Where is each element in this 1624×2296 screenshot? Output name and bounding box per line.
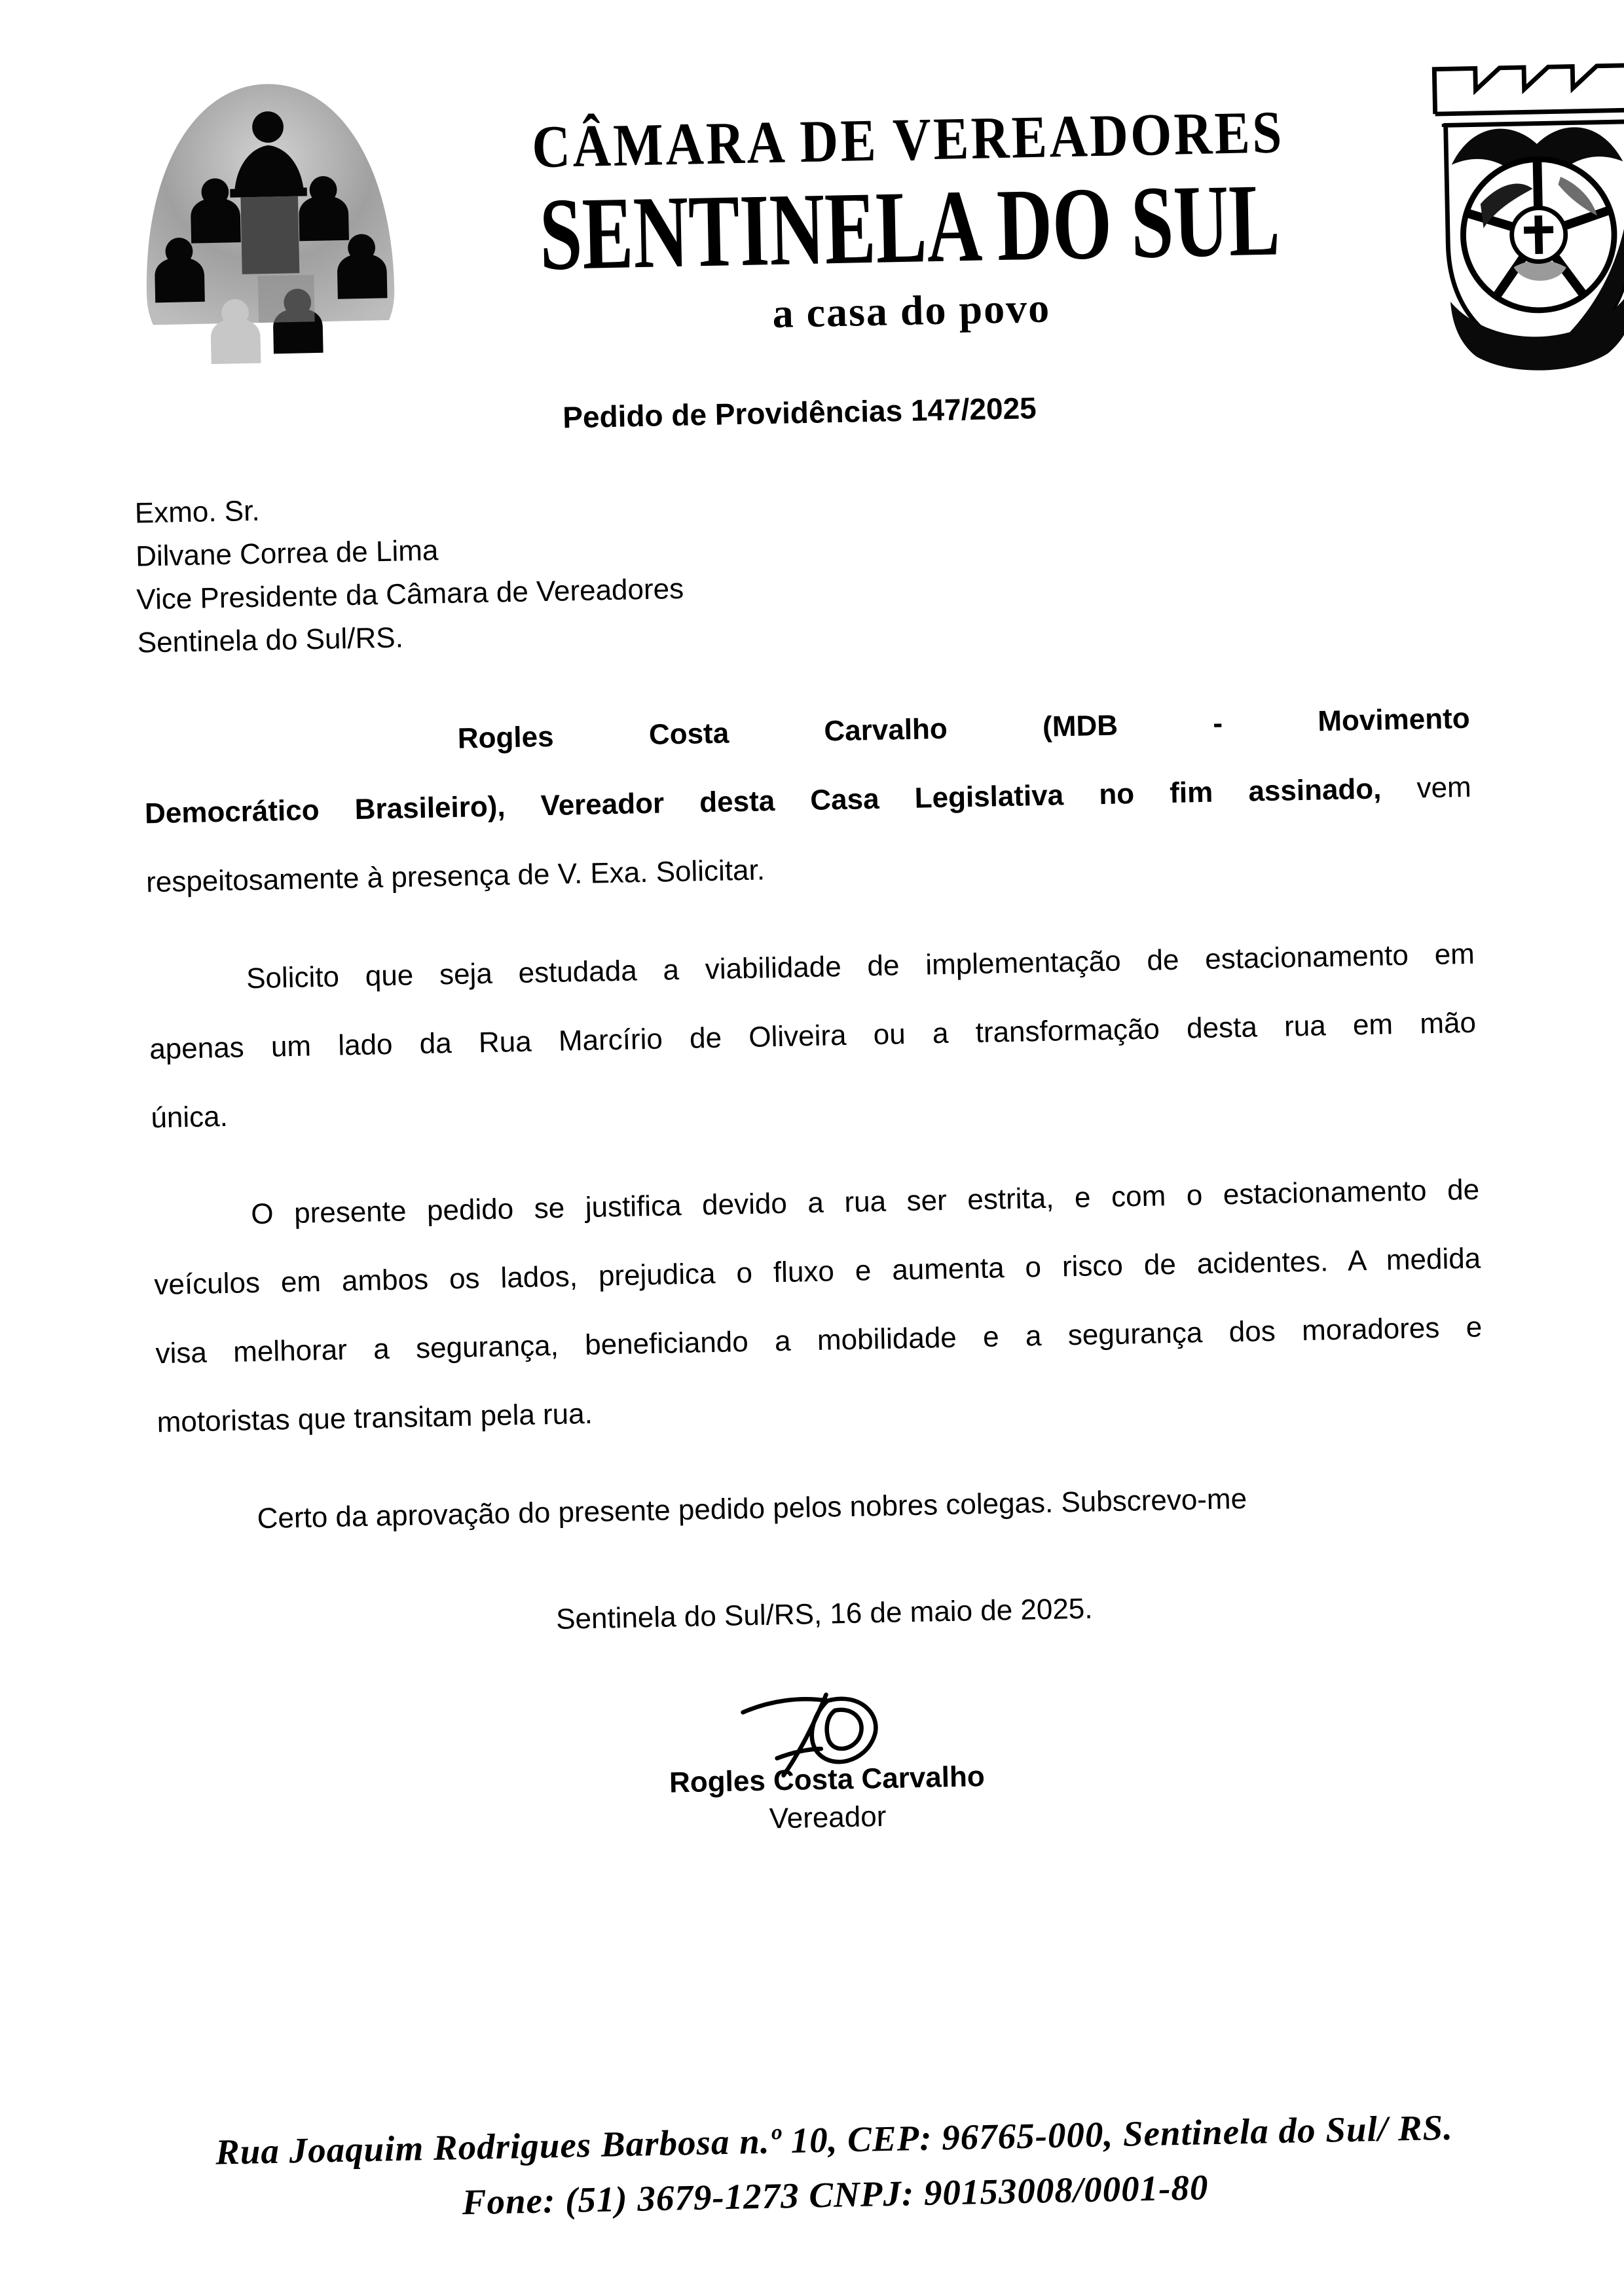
- letter-body: [143, 684, 1488, 1662]
- paragraph-line: apenas um lado da Rua Marcírio de Oliveira ou a transformação desta rua em mão: [149, 1006, 1477, 1066]
- paragraph-line: Rogles Costa Carvalho (MDB - Movimento: [457, 702, 1471, 755]
- paragraph-line: motoristas que transitam pela rua.: [157, 1397, 593, 1439]
- paragraph-line-regular-text: vem: [1380, 771, 1472, 805]
- org-tagline: a casa do povo: [771, 284, 1051, 337]
- footer-contact-line: Fone: (51) 3679-1273 CNPJ: 90153008/0001-80: [462, 2167, 1209, 2223]
- body-paragraph: [152, 1156, 1484, 1457]
- addressee-line: Dilvane Correa de Lima: [135, 534, 439, 573]
- paragraph-line-bold-text: Democrático Brasileiro), Vereador desta Casa Legislativa no fim assinado,: [144, 773, 1382, 830]
- body-paragraph: [147, 920, 1478, 1153]
- paragraph-line: Solicito que seja estudada a viabilidade de implementação de estacionamento em: [246, 938, 1475, 995]
- signatory-role: Vereador: [769, 1800, 887, 1835]
- paragraph-line: respeitosamente à presença de V. Exa. Solicitar.: [145, 854, 766, 899]
- paragraph-line: veículos em ambos os lados, prejudica o fluxo e aumenta o risco de acidentes. A medida: [154, 1242, 1481, 1302]
- footer-address-line: Rua Joaquim Rodrigues Barbosa n.º 10, CEP: 96765-000, Sentinela do Sul/ RS.: [215, 2107, 1454, 2172]
- paragraph-line: O presente pedido se justifica devido a rua ser estrita, e com o estacionamento de: [250, 1173, 1480, 1231]
- council-people-logo: [126, 65, 412, 373]
- paragraph-line: única.: [150, 1100, 229, 1135]
- addressee-line: Sentinela do Sul/RS.: [137, 621, 404, 659]
- addressee-line: Exmo. Sr.: [134, 494, 261, 530]
- org-name-block: [407, 99, 1412, 342]
- date-line: Sentinela do Sul/RS, 16 de maio de 2025.: [555, 1592, 1093, 1636]
- letterhead: [0, 0, 1611, 392]
- addressee-line: Vice Presidente da Câmara de Vereadores: [136, 572, 684, 616]
- footer-block: [22, 2096, 1624, 2239]
- paragraph-line: Certo da aprovação do presente pedido pelos nobres colegas. Subscrevo-me: [257, 1482, 1247, 1535]
- document-title: Pedido de Providências 147/2025: [562, 390, 1037, 435]
- coat-of-arms-logo: [1407, 41, 1624, 378]
- org-name-line2: SENTINELA DO SUL: [538, 162, 1282, 293]
- addressee-block: [134, 465, 1468, 665]
- body-paragraph: [158, 1460, 1486, 1556]
- signatory-name: Rogles Costa Carvalho: [669, 1760, 986, 1799]
- signature-scribble: [716, 1681, 912, 1783]
- signature-block: [13, 1666, 1624, 1853]
- body-paragraph: [143, 684, 1473, 917]
- paragraph-line: visa melhorar a segurança, beneficiando a mobilidade e a segurança dos moradores e: [155, 1311, 1483, 1370]
- org-name-line1: CÂMARA DE VEREADORES: [531, 98, 1285, 181]
